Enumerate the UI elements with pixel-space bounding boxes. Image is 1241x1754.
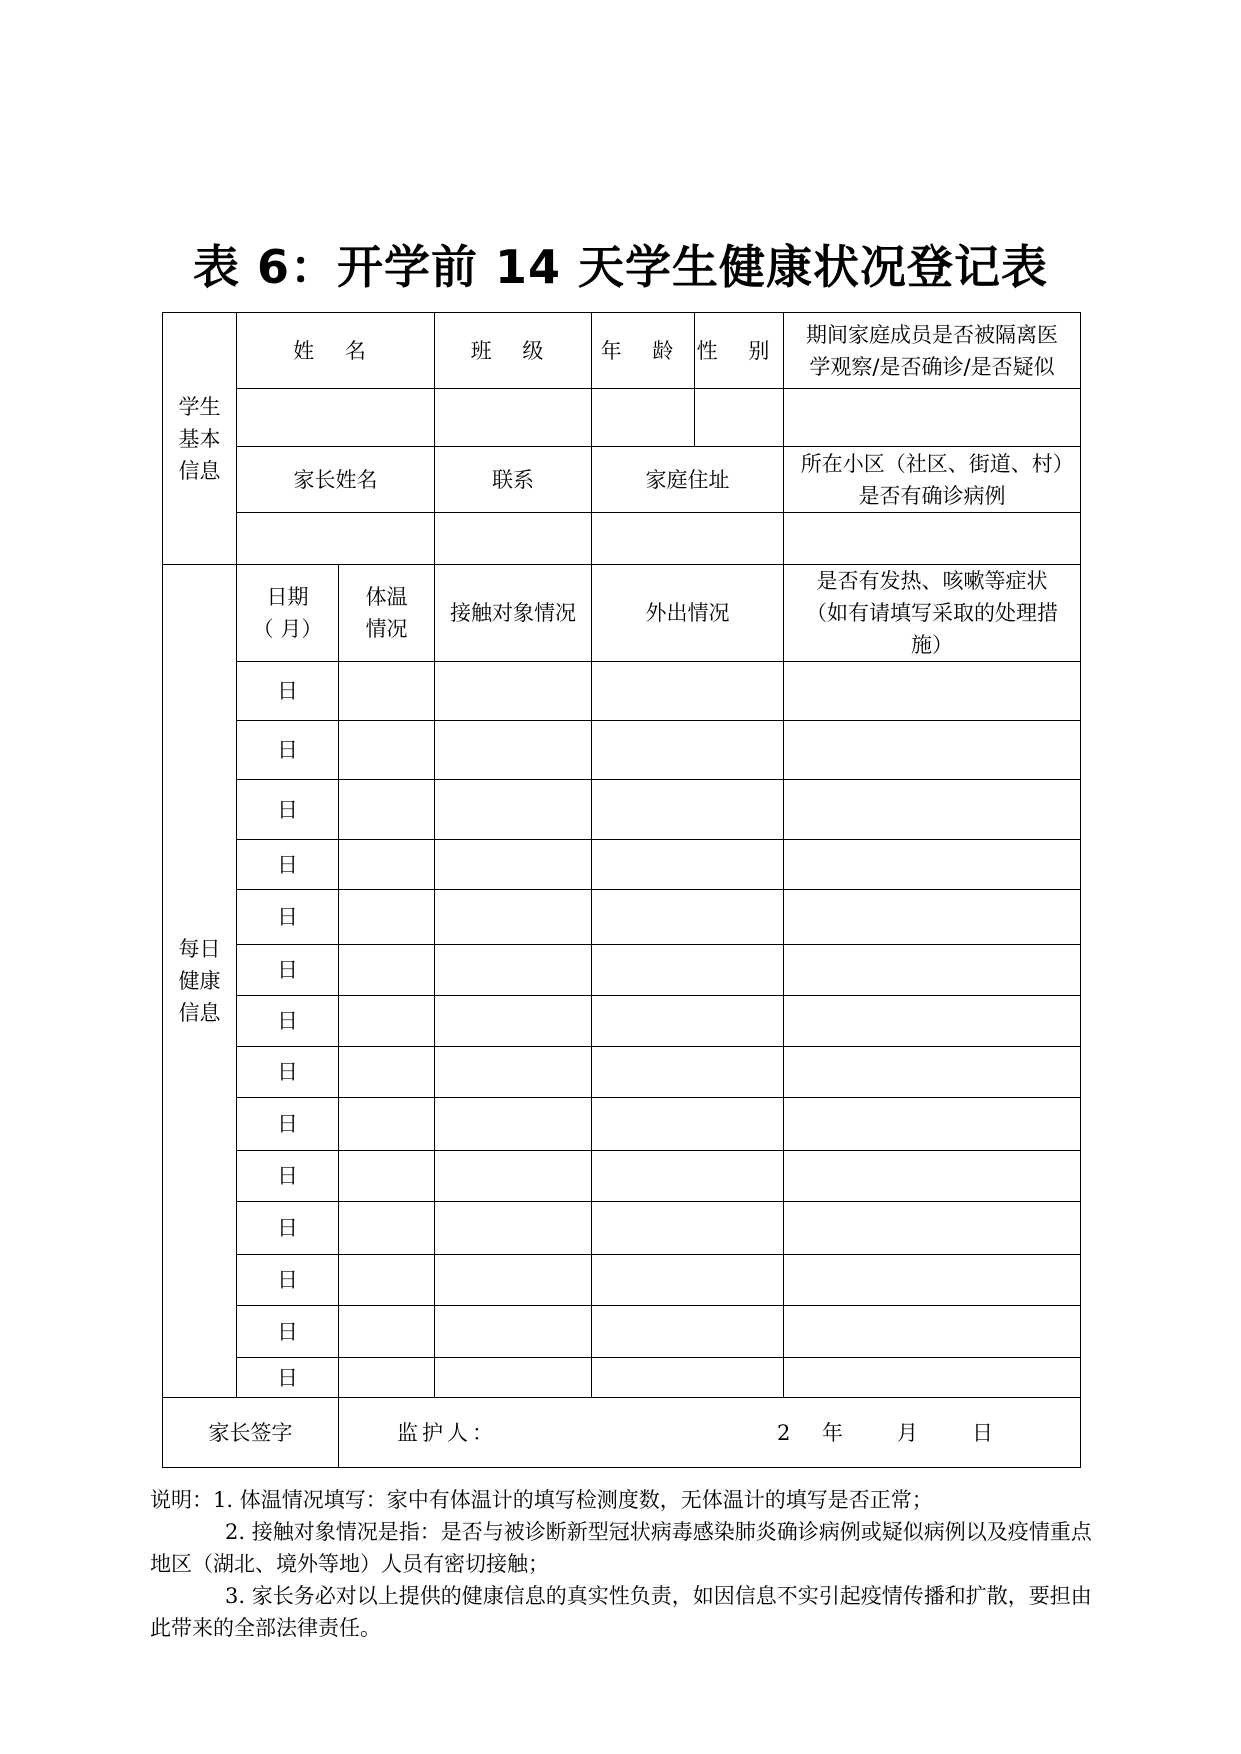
- table-row: [163, 890, 1081, 945]
- outing-cell[interactable]: [592, 996, 784, 1047]
- table-row: [163, 1255, 1081, 1306]
- day-label: 日: [237, 1047, 339, 1098]
- day-label: 日: [237, 890, 339, 945]
- day-label-signature: 日: [972, 1420, 993, 1445]
- outing-header: 外出情况: [592, 565, 784, 662]
- temperature-cell[interactable]: [339, 1306, 435, 1358]
- table-row: [163, 1358, 1081, 1398]
- table-row: [163, 1151, 1081, 1202]
- symptoms-cell[interactable]: [784, 890, 1081, 945]
- symptoms-cell[interactable]: [784, 721, 1081, 780]
- symptoms-cell[interactable]: [784, 1098, 1081, 1151]
- name-header: 姓 名: [237, 313, 435, 389]
- year-label: 年: [822, 1420, 843, 1445]
- outing-cell[interactable]: [592, 1151, 784, 1202]
- outing-cell[interactable]: [592, 1358, 784, 1398]
- isolation-field[interactable]: [784, 389, 1081, 447]
- basic-info-section-label: 学生 基本 信息: [163, 313, 237, 565]
- table-row: [163, 840, 1081, 890]
- day-label: 日: [237, 1306, 339, 1358]
- temperature-cell[interactable]: [339, 996, 435, 1047]
- outing-cell[interactable]: [592, 890, 784, 945]
- note-2: 2. 接触对象情况是指：是否与被诊断新型冠状病毒感染肺炎确诊病例或疑似病例以及疫情重点地区（湖北、境外等地）人员有密切接触；: [150, 1520, 1092, 1576]
- notes: [150, 1484, 1100, 1644]
- table-row: [163, 662, 1081, 721]
- table-row: [163, 996, 1081, 1047]
- temperature-cell[interactable]: [339, 1098, 435, 1151]
- symptoms-cell[interactable]: [784, 1151, 1081, 1202]
- outing-cell[interactable]: [592, 1047, 784, 1098]
- day-label: 日: [237, 1098, 339, 1151]
- symptoms-cell[interactable]: [784, 662, 1081, 721]
- table-row: [163, 780, 1081, 840]
- contact-cell[interactable]: [435, 780, 592, 840]
- temperature-cell[interactable]: [339, 840, 435, 890]
- sex-header: 性 别: [695, 313, 784, 389]
- address-header: 家庭住址: [592, 447, 784, 513]
- contact-cell[interactable]: [435, 840, 592, 890]
- day-label: 日: [237, 721, 339, 780]
- outing-cell[interactable]: [592, 945, 784, 996]
- date-header: 日期 （ 月）: [237, 565, 339, 662]
- temperature-cell[interactable]: [339, 1358, 435, 1398]
- symptoms-cell[interactable]: [784, 1047, 1081, 1098]
- community-header: 所在小区（社区、街道、村）是否有确诊病例: [784, 447, 1081, 513]
- outing-cell[interactable]: [592, 1255, 784, 1306]
- contact-cell[interactable]: [435, 721, 592, 780]
- day-label: 日: [237, 840, 339, 890]
- class-header: 班 级: [435, 313, 592, 389]
- month-label: 月: [897, 1420, 918, 1445]
- community-field[interactable]: [784, 513, 1081, 565]
- day-label: 日: [237, 996, 339, 1047]
- temperature-cell[interactable]: [339, 1047, 435, 1098]
- symptoms-cell[interactable]: [784, 780, 1081, 840]
- contact-header: 联系: [435, 447, 592, 513]
- outing-cell[interactable]: [592, 840, 784, 890]
- contact-cell[interactable]: [435, 1047, 592, 1098]
- day-label: 日: [237, 1151, 339, 1202]
- guardian-name-field[interactable]: [237, 513, 435, 565]
- health-registration-table: [162, 312, 1081, 1468]
- temperature-cell[interactable]: [339, 1255, 435, 1306]
- guardian-label: 监护人：: [397, 1420, 497, 1445]
- symptoms-cell[interactable]: [784, 840, 1081, 890]
- year-prefix: 2: [777, 1420, 791, 1445]
- name-field[interactable]: [237, 389, 435, 447]
- contact-status-header: 接触对象情况: [435, 565, 592, 662]
- table-row: [163, 1047, 1081, 1098]
- page-title: 表 6：开学前 14 天学生健康状况登记表: [192, 240, 1049, 294]
- sex-field[interactable]: [695, 389, 784, 447]
- parent-signature-label: 家长签字: [163, 1398, 339, 1468]
- address-field[interactable]: [592, 513, 784, 565]
- day-label: 日: [237, 945, 339, 996]
- contact-cell[interactable]: [435, 1151, 592, 1202]
- contact-cell[interactable]: [435, 1098, 592, 1151]
- age-field[interactable]: [592, 389, 695, 447]
- note-1: 说明：1. 体温情况填写：家中有体温计的填写检测度数，无体温计的填写是否正常；: [150, 1488, 933, 1512]
- table-row: [163, 1202, 1081, 1255]
- outing-cell[interactable]: [592, 1306, 784, 1358]
- day-label: 日: [237, 662, 339, 721]
- age-header: 年 龄: [592, 313, 695, 389]
- symptoms-cell[interactable]: [784, 1255, 1081, 1306]
- guardian-name-header: 家长姓名: [237, 447, 435, 513]
- contact-cell[interactable]: [435, 945, 592, 996]
- contact-cell[interactable]: [435, 1255, 592, 1306]
- outing-cell[interactable]: [592, 780, 784, 840]
- contact-cell[interactable]: [435, 890, 592, 945]
- day-label: 日: [237, 1202, 339, 1255]
- contact-cell[interactable]: [435, 996, 592, 1047]
- contact-cell[interactable]: [435, 1306, 592, 1358]
- day-label: 日: [237, 1358, 339, 1398]
- symptoms-cell[interactable]: [784, 1358, 1081, 1398]
- temperature-header: 体温 情况: [339, 565, 435, 662]
- signature-area[interactable]: [339, 1398, 1081, 1468]
- symptoms-cell[interactable]: [784, 1202, 1081, 1255]
- table-row: [163, 1098, 1081, 1151]
- contact-cell[interactable]: [435, 662, 592, 721]
- day-label: 日: [237, 780, 339, 840]
- outing-cell[interactable]: [592, 662, 784, 721]
- temperature-cell[interactable]: [339, 890, 435, 945]
- temperature-cell[interactable]: [339, 945, 435, 996]
- outing-cell[interactable]: [592, 1202, 784, 1255]
- day-label: 日: [237, 1255, 339, 1306]
- class-field[interactable]: [435, 389, 592, 447]
- table-row: [163, 1306, 1081, 1358]
- temperature-cell[interactable]: [339, 1202, 435, 1255]
- symptoms-cell[interactable]: [784, 1306, 1081, 1358]
- symptoms-header: 是否有发热、咳嗽等症状（如有请填写采取的处理措施）: [784, 565, 1081, 662]
- temperature-cell[interactable]: [339, 721, 435, 780]
- contact-cell[interactable]: [435, 1202, 592, 1255]
- temperature-cell[interactable]: [339, 780, 435, 840]
- table-row: [163, 721, 1081, 780]
- table-row: [163, 945, 1081, 996]
- symptoms-cell[interactable]: [784, 996, 1081, 1047]
- outing-cell[interactable]: [592, 1098, 784, 1151]
- temperature-cell[interactable]: [339, 662, 435, 721]
- symptoms-cell[interactable]: [784, 945, 1081, 996]
- outing-cell[interactable]: [592, 721, 784, 780]
- temperature-cell[interactable]: [339, 1151, 435, 1202]
- isolation-header: 期间家庭成员是否被隔离医学观察/是否确诊/是否疑似: [784, 313, 1081, 389]
- contact-cell[interactable]: [435, 1358, 592, 1398]
- note-3: 3. 家长务必对以上提供的健康信息的真实性负责，如因信息不实引起疫情传播和扩散，要担由此带来的全部法律责任。: [150, 1584, 1092, 1640]
- contact-field[interactable]: [435, 513, 592, 565]
- daily-info-section-label: 每日 健康 信息: [163, 565, 237, 1398]
